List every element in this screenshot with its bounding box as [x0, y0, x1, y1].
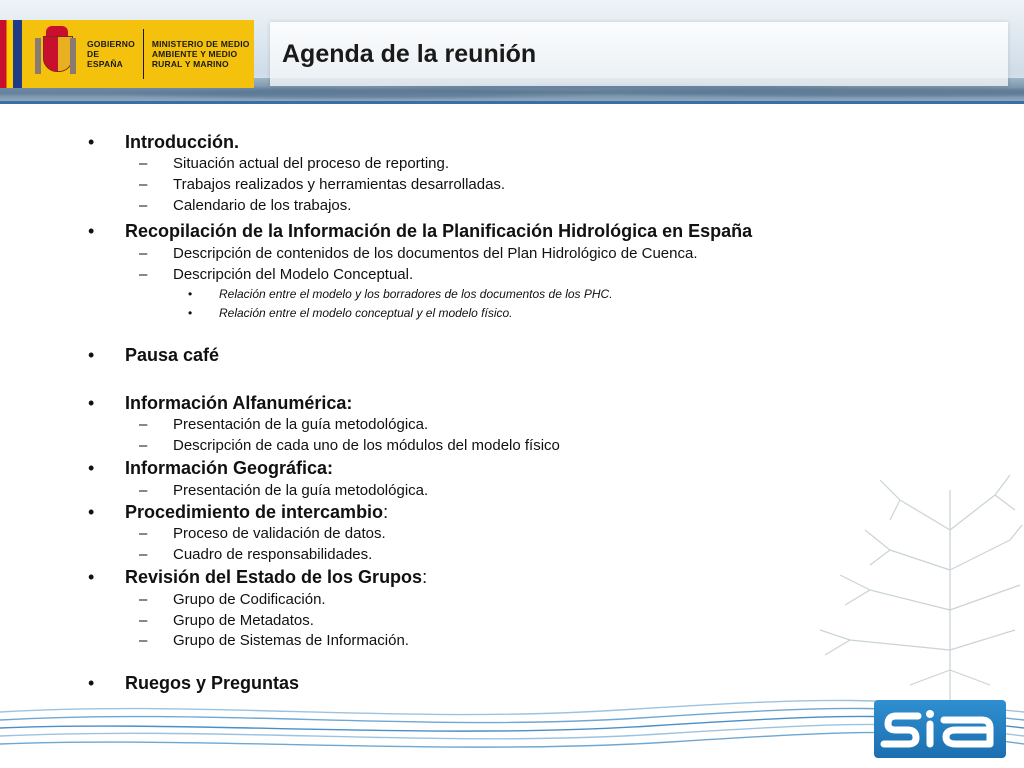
agenda-item-level-2 [139, 591, 326, 608]
agenda-item-text: Descripción de cada uno de los módulos del modelo físico [173, 437, 560, 454]
dash-marker: – [139, 482, 148, 499]
coat-of-arms-icon [34, 26, 77, 82]
agenda-item-level-2 [139, 155, 449, 172]
agenda-item-text: Información Alfanumérica: [125, 393, 353, 413]
plant-watermark-icon [810, 470, 1024, 710]
agenda-item-text: Calendario de los trabajos. [173, 197, 352, 214]
footer-waves [0, 690, 1024, 768]
bullet-marker: • [88, 345, 95, 365]
agenda-item-text: Relación entre el modelo conceptual y el modelo físico. [219, 306, 513, 320]
bullet-marker: • [88, 567, 95, 587]
agenda-item-text: Presentación de la guía metodológica. [173, 482, 429, 499]
agenda-item-suffix: : [383, 502, 389, 522]
sia-logo [874, 700, 1006, 758]
agenda-item-level-2 [139, 546, 372, 563]
dash-marker: – [139, 245, 148, 262]
bullet-marker: • [88, 458, 95, 478]
sia-logo-icon [874, 700, 1006, 758]
agenda-item-level-1 [88, 345, 219, 366]
bullet-marker: • [88, 673, 95, 693]
agenda-item-level-2 [139, 525, 386, 542]
agenda-item-level-2 [139, 176, 505, 193]
agenda-item-level-2 [139, 197, 351, 214]
agenda-item-level-1 [88, 393, 352, 414]
agenda-item-level-1 [88, 567, 427, 588]
agenda-item-level-1 [88, 502, 388, 523]
title-panel [270, 22, 1008, 86]
slide-title: Agenda de la reunión [282, 40, 537, 68]
header-divider-line [0, 101, 1024, 104]
agenda-item-level-2 [139, 416, 428, 433]
agenda-item-text: Proceso de validación de datos. [173, 525, 386, 542]
spain-flag-stripe [0, 20, 13, 88]
agenda-item-level-1 [88, 458, 333, 479]
agenda-item-text: Procedimiento de intercambio [125, 502, 384, 522]
agenda-item-level-1 [88, 221, 752, 242]
slide-header [0, 0, 1024, 104]
agenda-item-text: Descripción de contenidos de los documentos del Plan Hidrológico de Cuenca. [173, 245, 698, 262]
agenda-item-text: Revisión del Estado de los Grupos [125, 567, 423, 587]
agenda-item-text: Información Geográfica: [125, 458, 334, 478]
agenda-item-level-2 [139, 632, 409, 649]
agenda-item-level-3 [188, 306, 513, 320]
agenda-item-text: Relación entre el modelo y los borradores de los documentos de los PHC. [219, 287, 613, 301]
dash-marker: – [139, 176, 148, 193]
agenda-item-text: Introducción. [125, 132, 239, 152]
agenda-item-text: Ruegos y Preguntas [125, 673, 300, 693]
agenda-item-level-2 [139, 245, 697, 262]
dash-marker: – [139, 612, 148, 629]
agenda-item-text: Recopilación de la Información de la Planificación Hidrológica en España [125, 221, 753, 241]
dash-marker: – [139, 437, 148, 454]
bullet-marker: • [88, 393, 95, 413]
agenda-item-text: Cuadro de responsabilidades. [173, 546, 373, 563]
government-logo [0, 20, 254, 88]
agenda-item-suffix: : [422, 567, 428, 587]
agenda-item-level-2 [139, 266, 413, 283]
dash-marker: – [139, 591, 148, 608]
agenda-item-text: Grupo de Sistemas de Información. [173, 632, 409, 649]
government-label: GOBIERNO DE ESPAÑA [87, 39, 135, 69]
agenda-item-text: Pausa café [125, 345, 220, 365]
agenda-item-level-2 [139, 612, 314, 629]
bullet-marker: • [188, 306, 193, 320]
dash-marker: – [139, 197, 148, 214]
logo-divider [143, 29, 144, 79]
bullet-marker: • [88, 221, 95, 241]
dash-marker: – [139, 525, 148, 542]
agenda-item-text: Situación actual del proceso de reporting. [173, 155, 450, 172]
agenda-item-text: Grupo de Codificación. [173, 591, 326, 608]
agenda-item-text: Trabajos realizados y herramientas desarrolladas. [173, 176, 506, 193]
agenda-item-text: Grupo de Metadatos. [173, 612, 314, 629]
ministry-label: MINISTERIO DE MEDIO AMBIENTE Y MEDIO RURAL Y MARINO [151, 39, 250, 69]
agenda-item-level-1 [88, 132, 239, 153]
dash-marker: – [139, 546, 148, 563]
dash-marker: – [139, 266, 148, 283]
bullet-marker: • [188, 287, 193, 301]
agenda-item-level-2 [139, 437, 560, 454]
agenda-item-text: Descripción del Modelo Conceptual. [173, 266, 414, 283]
agenda-item-text: Presentación de la guía metodológica. [173, 416, 429, 433]
bullet-marker: • [88, 132, 95, 152]
agenda-item-level-3 [188, 287, 613, 301]
dash-marker: – [139, 416, 148, 433]
dash-marker: – [139, 155, 148, 172]
bullet-marker: • [88, 502, 95, 522]
dash-marker: – [139, 632, 148, 649]
eu-flag-stripe [13, 20, 22, 88]
agenda-item-level-2 [139, 482, 428, 499]
